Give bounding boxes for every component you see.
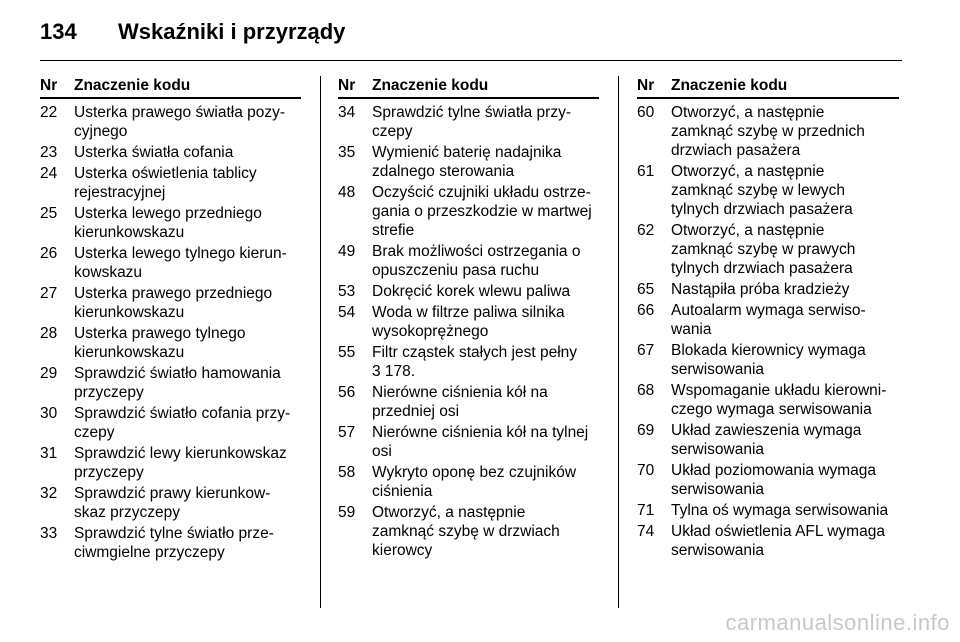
code-number: 48 [338, 184, 356, 201]
table-row [338, 183, 599, 240]
code-meaning: Otworzyć, a następnie zamknąć szybę w przednich drzwiach pasażera [671, 104, 865, 159]
code-meaning: Usterka lewego tylnego kierun- kowskazu [74, 245, 287, 281]
code-number: 65 [637, 281, 655, 298]
code-meaning: Oczyścić czujniki układu ostrze- gania o przeszkodzie w martwej strefie [372, 184, 592, 239]
code-number: 61 [637, 163, 655, 180]
table-row [338, 503, 599, 560]
table-row [637, 280, 899, 299]
code-meaning: Wymienić baterię nadajnika zdalnego sterowania [372, 144, 562, 180]
code-number: 62 [637, 222, 655, 239]
code-meaning: Nastąpiła próba kradzieży [671, 281, 850, 298]
header-meaning: Znaczenie kodu [74, 77, 191, 94]
table-row [338, 303, 599, 341]
table-row [637, 301, 899, 339]
table-row [338, 463, 599, 501]
code-number: 70 [637, 462, 655, 479]
code-number: 35 [338, 144, 356, 161]
table-row [40, 164, 301, 202]
code-meaning: Otworzyć, a następnie zamknąć szybę w drzwiach kierowcy [372, 504, 560, 559]
table-row [40, 364, 301, 402]
table-row [338, 343, 599, 381]
code-number: 34 [338, 104, 356, 121]
table-row [40, 444, 301, 482]
code-meaning: Sprawdzić lewy kierunkowskaz przyczepy [74, 445, 287, 481]
code-meaning: Woda w filtrze paliwa silnika wysokoprężnego [372, 304, 565, 340]
code-meaning: Brak możliwości ostrzegania o opuszczeniu pasa ruchu [372, 243, 581, 279]
code-table-column-3 [637, 76, 899, 562]
header-meaning: Znaczenie kodu [671, 77, 788, 94]
code-meaning: Nierówne ciśnienia kół na przedniej osi [372, 384, 548, 420]
code-meaning: Usterka lewego przedniego kierunkowskazu [74, 205, 262, 241]
code-number: 29 [40, 365, 58, 382]
code-meaning: Dokręcić korek wlewu paliwa [372, 283, 571, 300]
header-meaning: Znaczenie kodu [372, 77, 489, 94]
table-row [338, 242, 599, 280]
code-meaning: Sprawdzić światło cofania przy- czepy [74, 405, 291, 441]
table-rows [637, 103, 899, 560]
code-number: 71 [637, 502, 655, 519]
code-number: 32 [40, 485, 58, 502]
table-row [40, 524, 301, 562]
code-number: 25 [40, 205, 58, 222]
code-meaning: Tylna oś wymaga serwisowania [671, 502, 889, 519]
code-number: 26 [40, 245, 58, 262]
code-number: 56 [338, 384, 356, 401]
table-rows [338, 103, 599, 560]
code-meaning: Sprawdzić tylne światła przy- czepy [372, 104, 571, 140]
table-row [40, 204, 301, 242]
table-row [40, 103, 301, 141]
header-divider [40, 60, 902, 61]
code-table-column-2 [338, 76, 599, 562]
code-meaning: Sprawdzić tylne światło prze- ciwmgielne przyczepy [74, 525, 274, 561]
column-divider [320, 76, 321, 608]
code-number: 22 [40, 104, 58, 121]
code-meaning: Usterka prawego światła pozy- cyjnego [74, 104, 286, 140]
code-number: 49 [338, 243, 356, 260]
code-number: 27 [40, 285, 58, 302]
code-number: 55 [338, 344, 356, 361]
code-number: 31 [40, 445, 58, 462]
code-number: 68 [637, 382, 655, 399]
table-row [637, 421, 899, 459]
table-rows [40, 103, 301, 562]
code-number: 74 [637, 523, 655, 540]
code-meaning: Usterka światła cofania [74, 144, 234, 161]
code-meaning: Nierówne ciśnienia kół na tylnej osi [372, 424, 589, 460]
code-number: 67 [637, 342, 655, 359]
page-header [40, 12, 902, 52]
code-meaning: Wykryto oponę bez czujników ciśnienia [372, 464, 577, 500]
table-header [338, 76, 599, 99]
table-row [40, 244, 301, 282]
table-row [40, 404, 301, 442]
table-row [40, 284, 301, 322]
table-row [338, 423, 599, 461]
code-meaning: Filtr cząstek stałych jest pełny 3 178. [372, 344, 578, 380]
code-number: 60 [637, 104, 655, 121]
code-number: 58 [338, 464, 356, 481]
code-meaning: Usterka oświetlenia tablicy rejestracyjnej [74, 165, 257, 201]
code-meaning: Blokada kierownicy wymaga serwisowania [671, 342, 866, 378]
column-divider [618, 76, 619, 608]
table-row [637, 103, 899, 160]
table-row [40, 484, 301, 522]
table-row [338, 143, 599, 181]
code-number: 33 [40, 525, 58, 542]
page-title: Wskaźniki i przyrządy [118, 19, 346, 44]
code-table-column-1 [40, 76, 301, 564]
table-row [637, 501, 899, 520]
code-meaning: Sprawdzić światło hamowania przyczepy [74, 365, 281, 401]
code-meaning: Otworzyć, a następnie zamknąć szybę w lewych tylnych drzwiach pasażera [671, 163, 853, 218]
code-number: 54 [338, 304, 356, 321]
table-row [338, 282, 599, 301]
code-number: 59 [338, 504, 356, 521]
code-number: 28 [40, 325, 58, 342]
code-meaning: Otworzyć, a następnie zamknąć szybę w prawych tylnych drzwiach pasażera [671, 222, 856, 277]
table-header [40, 76, 301, 99]
header-nr: Nr [338, 77, 356, 94]
table-row [637, 461, 899, 499]
code-meaning: Usterka prawego tylnego kierunkowskazu [74, 325, 246, 361]
table-header [637, 76, 899, 99]
page-number: 134 [40, 19, 77, 44]
code-number: 57 [338, 424, 356, 441]
table-row [40, 143, 301, 162]
table-row [637, 522, 899, 560]
code-number: 23 [40, 144, 58, 161]
code-meaning: Autoalarm wymaga serwiso- wania [671, 302, 866, 338]
code-number: 53 [338, 283, 356, 300]
code-meaning: Układ poziomowania wymaga serwisowania [671, 462, 877, 498]
code-meaning: Układ zawieszenia wymaga serwisowania [671, 422, 862, 458]
code-meaning: Wspomaganie układu kierowni- czego wymaga serwisowania [671, 382, 887, 418]
table-row [338, 383, 599, 421]
watermark: carmanualsonline.info [725, 610, 950, 635]
code-meaning: Układ oświetlenia AFL wymaga serwisowania [671, 523, 885, 559]
table-row [637, 162, 899, 219]
table-row [637, 341, 899, 379]
table-row [40, 324, 301, 362]
table-row [338, 103, 599, 141]
header-nr: Nr [40, 77, 58, 94]
table-row [637, 381, 899, 419]
header-nr: Nr [637, 77, 655, 94]
code-number: 30 [40, 405, 58, 422]
code-number: 69 [637, 422, 655, 439]
code-number: 24 [40, 165, 58, 182]
code-meaning: Sprawdzić prawy kierunkow- skaz przyczepy [74, 485, 271, 521]
code-meaning: Usterka prawego przedniego kierunkowskazu [74, 285, 273, 321]
table-row [637, 221, 899, 278]
code-number: 66 [637, 302, 655, 319]
